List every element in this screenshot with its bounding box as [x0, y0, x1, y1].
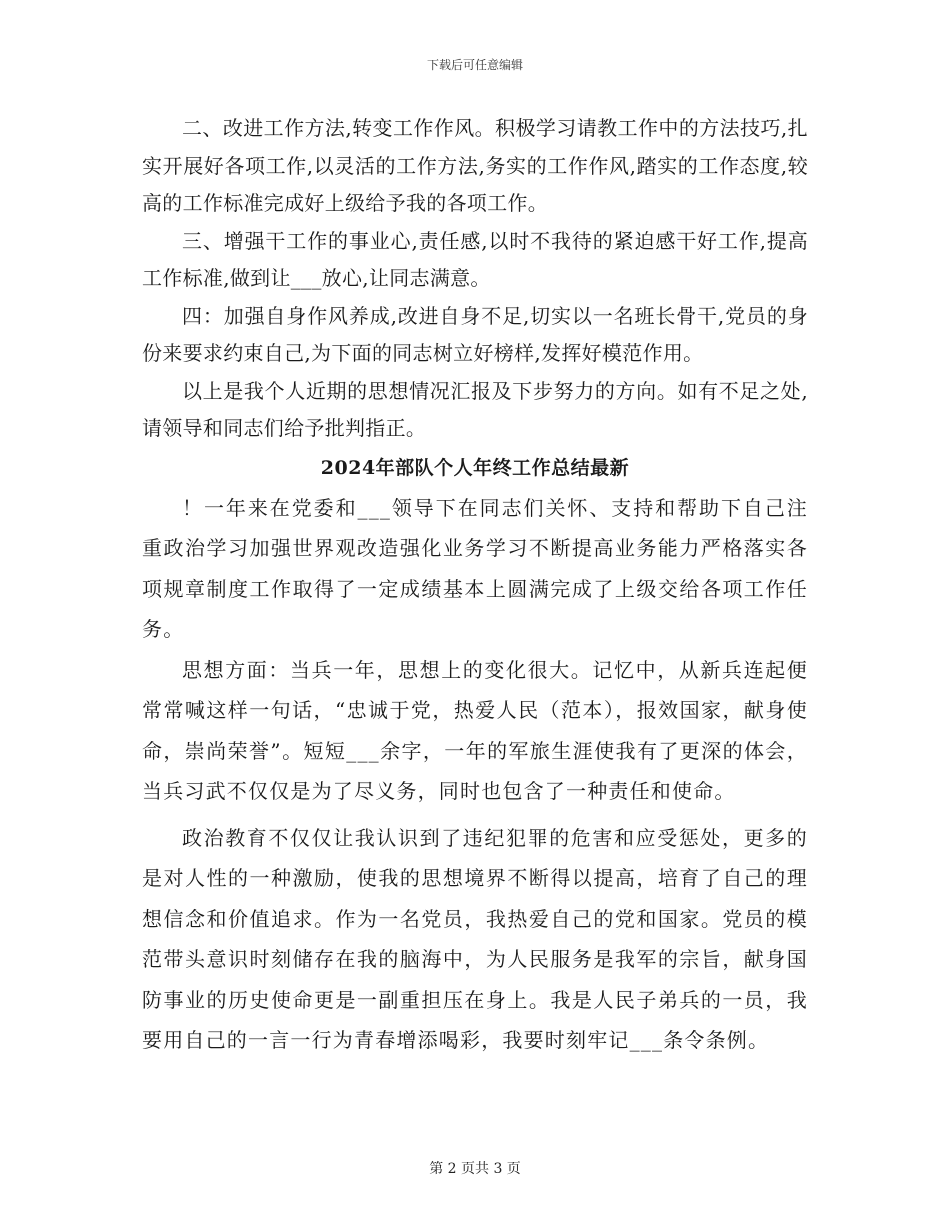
document-body: [142, 110, 808, 1061]
page-header: 下载后可任意编辑: [426, 58, 523, 72]
paragraph: ！一年来在党委和___领导下在同志们关怀、支持和帮助下自己注重政治学习加强世界观改造强化业务学习不断提高业务能力严格落实各项规章制度工作取得了一定成绩基本上圆满完成了上级交给各项工作任务。: [142, 495, 808, 641]
paragraph: 二、改进工作方法,转变工作作风。积极学习请教工作中的方法技巧,扎实开展好各项工作,以灵活的工作方法,务实的工作作风,踏实的工作态度,较高的工作标准完成好上级给予我的各项工作。: [142, 116, 808, 215]
page-footer: 第 2 页共 3 页: [429, 1161, 521, 1177]
paragraph: 四：加强自身作风养成,改进自身不足,切实以一名班长骨干,党员的身份来要求约束自己,为下面的同志树立好榜样,发挥好模范作用。: [142, 303, 808, 365]
paragraph: 以上是我个人近期的思想情况汇报及下步努力的方向。如有不足之处,请领导和同志们给予批判指正。: [142, 378, 808, 440]
paragraph: 政治教育不仅仅让我认识到了违纪犯罪的危害和应受惩处，更多的是对人性的一种激励，使我的思想境界不断得以提高，培育了自己的理想信念和价值追求。作为一名党员，我热爱自己的党和国家。党员的模范带头意识时刻储存在我的脑海中，为人民服务是我军的宗旨，献身国防事业的历史使命更是一副重担压在身上。我是人民子弟兵的一员，我要用自己的一言一行为青春增添喝彩，我要时刻牢记___条令条例。: [142, 825, 808, 1052]
section-title: 2024年部队个人年终工作总结最新: [320, 456, 630, 479]
paragraph: 三、增强干工作的事业心,责任感,以时不我待的紧迫感干好工作,提高工作标准,做到让___放心,让同志满意。: [142, 228, 808, 290]
paragraph: 思想方面：当兵一年，思想上的变化很大。记忆中，从新兵连起便常常喊这样一句话，“忠诚于党，热爱人民（范本），报效国家，献身使命，崇尚荣誉”。短短___余字，一年的军旅生涯使我有了更深的体会，当兵习武不仅仅是为了尽义务，同时也包含了一种责任和使命。: [142, 657, 808, 803]
